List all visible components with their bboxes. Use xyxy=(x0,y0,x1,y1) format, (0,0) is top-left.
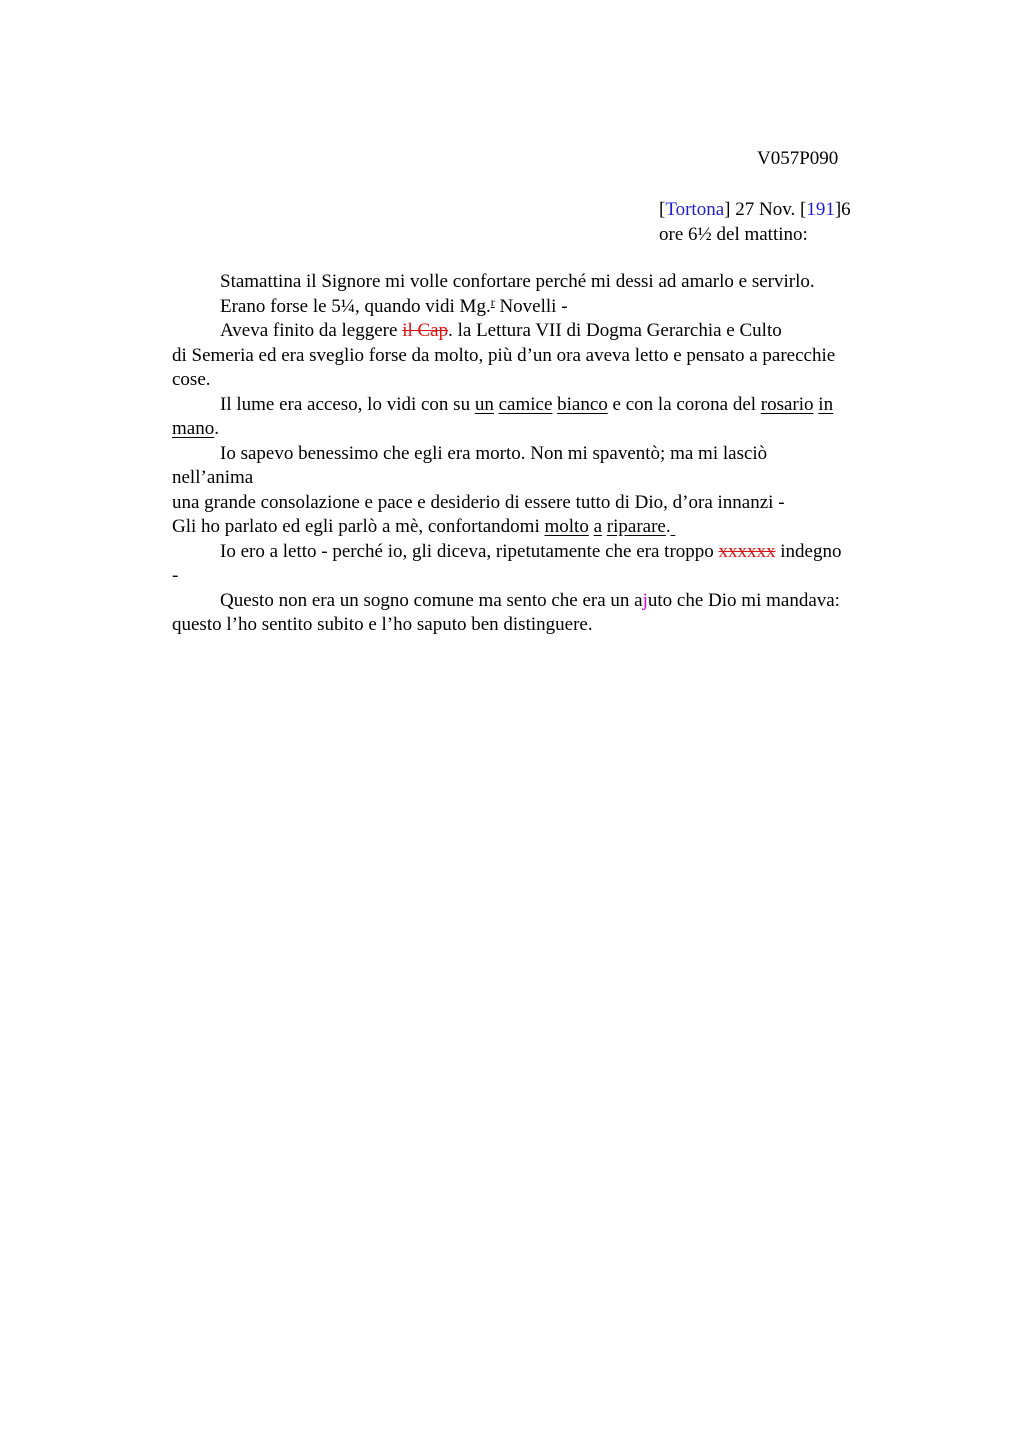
document-id: V057P090 xyxy=(757,148,839,169)
text-run: Erano forse le 5¼, quando vidi Mg. xyxy=(220,295,491,317)
text-run: Questo non era un sogno comune ma sento che era un a xyxy=(220,589,643,611)
text-line: di Semeria ed era sveglio forse da molto, più d’un ora aveva letto e pensato a parecchie xyxy=(172,344,836,366)
underlined-text: molto xyxy=(544,516,589,537)
underlined-space xyxy=(671,516,676,537)
underlined-text: riparare xyxy=(606,516,666,537)
text-line xyxy=(172,589,902,614)
superscript: r xyxy=(490,294,495,309)
text-run: Aveva finito da leggere xyxy=(220,320,403,341)
deleted-text: xxxxxx xyxy=(718,540,776,562)
text-run: Io ero a letto - perché io, gli diceva, ripetutamente che era troppo xyxy=(220,540,719,562)
underlined-text: mano xyxy=(172,418,215,439)
body-text xyxy=(172,270,902,638)
date-text-end: ]6 xyxy=(834,199,851,220)
text-line: cose. xyxy=(172,369,211,390)
editorial-year: 191 xyxy=(806,199,835,220)
text-run: uto che Dio mi mandava: xyxy=(647,589,840,611)
deleted-text: il Cap xyxy=(402,320,449,341)
dateline xyxy=(659,197,851,247)
text-line xyxy=(172,393,902,418)
editorial-place: Tortona xyxy=(665,199,725,220)
text-line xyxy=(172,295,902,320)
underlined-text: bianco xyxy=(557,393,608,415)
text-run: . la Lettura VII di Dogma Gerarchia e Culto xyxy=(448,320,782,341)
text-run: Gli ho parlato ed egli parlò a mè, confortandomi xyxy=(172,516,545,537)
text-line: questo l’ho sentito subito e l’ho saputo ben distinguere. xyxy=(172,614,593,635)
text-line: nell’anima xyxy=(172,467,254,488)
text-line xyxy=(172,319,902,344)
bracket: [ xyxy=(659,199,666,220)
text-run: Il lume era acceso, lo vidi con su xyxy=(220,393,475,415)
underlined-text: camice xyxy=(498,393,553,415)
underlined-text: rosario xyxy=(760,393,814,415)
date-text: ] 27 Nov. [ xyxy=(724,199,807,220)
dateline-date xyxy=(659,197,851,222)
text-run: . xyxy=(665,516,671,537)
text-run: . xyxy=(214,418,219,439)
text-run: e con la corona del xyxy=(607,393,761,415)
text-line: una grande consolazione e pace e desiderio di essere tutto di Dio, d’ora innanzi - xyxy=(172,491,785,513)
underlined-text: a xyxy=(593,516,603,537)
text-line xyxy=(172,417,902,442)
text-line xyxy=(172,515,902,540)
text-run: Novelli - xyxy=(494,295,568,317)
text-line: Io sapevo benessimo che egli era morto. Non mi spaventò; ma mi lasciò xyxy=(220,442,768,464)
text-line: - xyxy=(172,565,179,586)
underlined-text: in xyxy=(818,393,834,415)
text-line xyxy=(172,540,902,565)
corrected-letter: j xyxy=(642,589,648,611)
text-run: indegno xyxy=(775,540,842,562)
dateline-time: ore 6½ del mattino: xyxy=(659,224,808,245)
text-line: Stamattina il Signore mi volle confortare perché mi dessi ad amarlo e servirlo. xyxy=(220,271,815,292)
underlined-text: un xyxy=(474,393,494,415)
